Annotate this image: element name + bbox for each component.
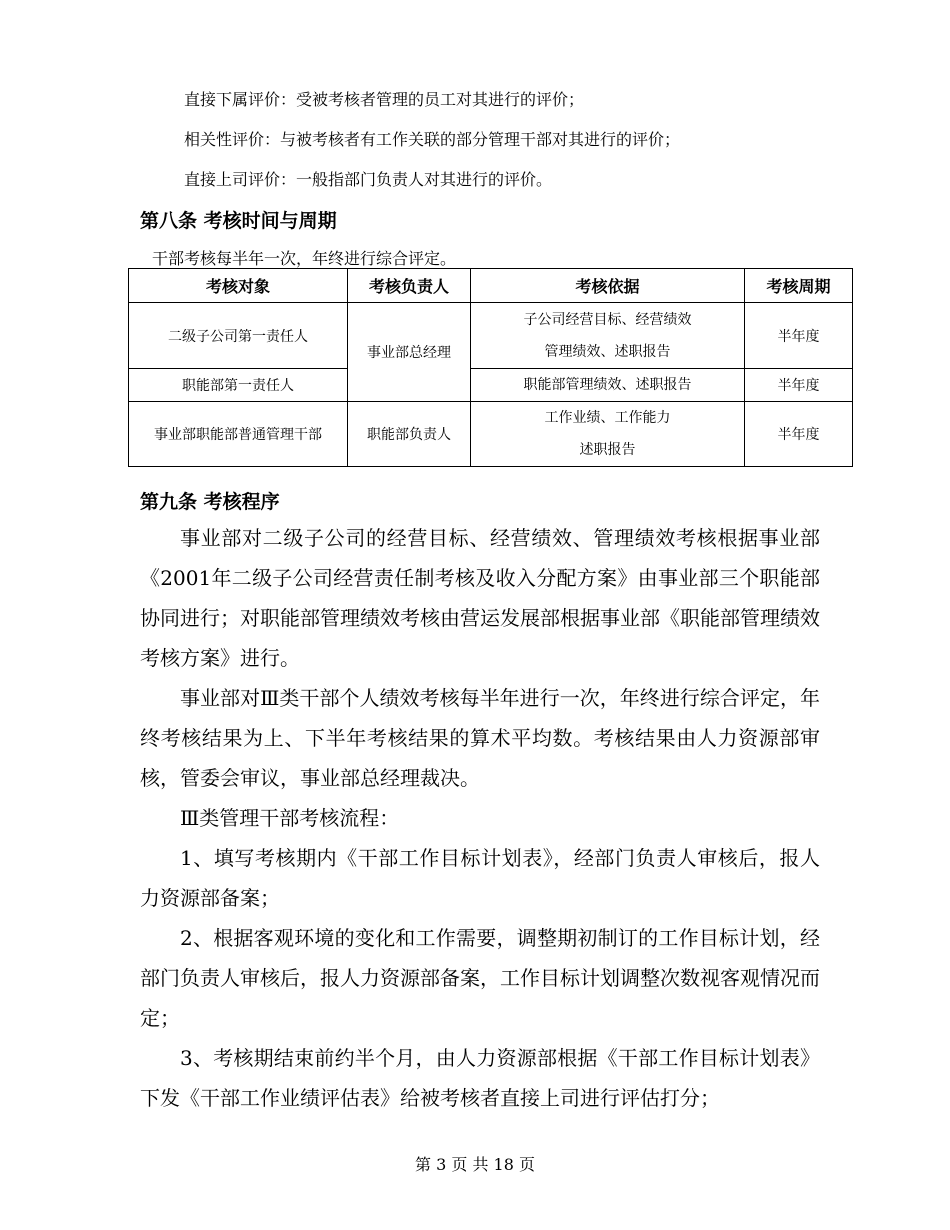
header-responsible: 考核负责人 — [348, 269, 471, 303]
table-row — [129, 369, 853, 402]
header-object: 考核对象 — [129, 269, 348, 303]
eval-line-related: 相关性评价：与被考核者有工作关联的部分管理干部对其进行的评价； — [184, 130, 681, 149]
cell-object: 事业部职能部普通管理干部 — [129, 402, 348, 467]
page-footer: 第 3 页 共 18 页 — [415, 1155, 535, 1174]
basis-line: 管理绩效、述职报告 — [544, 343, 671, 360]
basis-line: 工作业绩、工作能力 — [544, 410, 671, 426]
cell-period: 半年度 — [745, 303, 853, 369]
table-header-row — [129, 269, 853, 303]
paragraph: 事业部对Ⅲ类干部个人绩效考核每半年进行一次，年终进行综合评定，年终考核结果为上、下半年考核结果的算术平均数。考核结果由人力资源部审核，管委会审议，事业部总经理裁决。 — [140, 686, 820, 790]
section8-intro: 干部考核每半年一次，年终进行综合评定。 — [152, 249, 457, 268]
paragraph: 2、根据客观环境的变化和工作需要，调整期初制订的工作目标计划，经部门负责人审核后，报人力资源部备案，工作目标计划调整次数视客观情况而定； — [140, 926, 820, 1030]
table-row — [129, 303, 853, 369]
cell-responsible: 事业部总经理 — [348, 303, 471, 402]
paragraph: 3、考核期结束前约半个月，由人力资源部根据《干部工作目标计划表》下发《干部工作业绩评估表》给被考核者直接上司进行评估打分； — [140, 1046, 820, 1110]
cell-basis — [471, 303, 745, 369]
section8-heading: 第八条 考核时间与周期 — [140, 210, 337, 232]
cell-basis — [471, 402, 745, 467]
section9-heading: 第九条 考核程序 — [140, 491, 280, 513]
assessment-table — [128, 268, 853, 467]
cell-object: 职能部第一责任人 — [129, 369, 348, 402]
cell-basis — [471, 369, 745, 402]
section9-body — [140, 518, 820, 1118]
table-row — [129, 402, 853, 467]
basis-line: 述职报告 — [579, 442, 636, 458]
paragraph: 1、填写考核期内《干部工作目标计划表》，经部门负责人审核后，报人力资源部备案； — [140, 846, 820, 910]
header-period: 考核周期 — [745, 269, 853, 303]
cell-period: 半年度 — [745, 402, 853, 467]
header-basis: 考核依据 — [471, 269, 745, 303]
eval-line-subordinate: 直接下属评价：受被考核者管理的员工对其进行的评价； — [184, 90, 585, 109]
cell-period: 半年度 — [745, 369, 853, 402]
paragraph: 事业部对二级子公司的经营目标、经营绩效、管理绩效考核根据事业部《2001年二级子公司经营责任制考核及收入分配方案》由事业部三个职能部协同进行；对职能部管理绩效考核由营运发展部根据事业部《职能部管理绩效考核方案》进行。 — [140, 526, 820, 670]
cell-responsible: 职能部负责人 — [348, 402, 471, 467]
paragraph: Ⅲ类管理干部考核流程： — [180, 806, 400, 830]
basis-line: 子公司经营目标、经营绩效 — [523, 311, 692, 328]
basis-line: 职能部管理绩效、述职报告 — [523, 377, 692, 393]
eval-line-superior: 直接上司评价：一般指部门负责人对其进行的评价。 — [184, 170, 553, 189]
cell-object: 二级子公司第一责任人 — [129, 303, 348, 369]
